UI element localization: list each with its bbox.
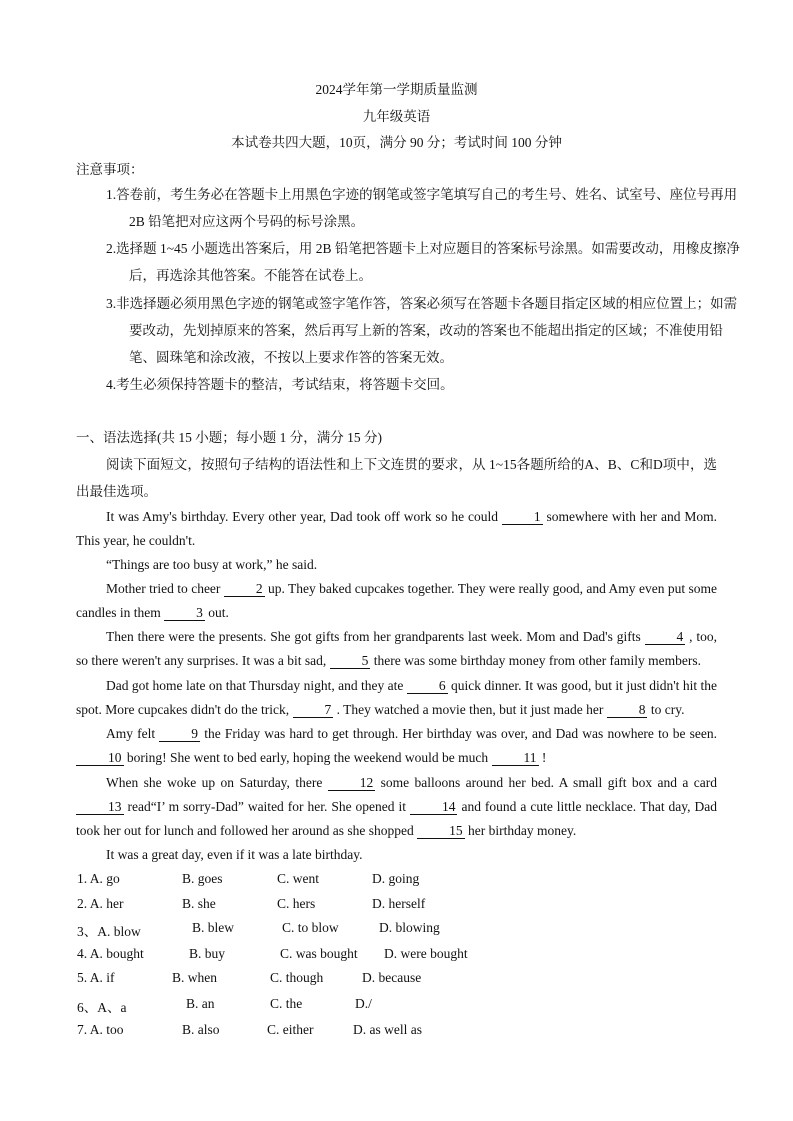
exam-info: 本试卷共四大题，10页，满分 90 分；考试时间 100 分钟 bbox=[231, 135, 562, 150]
passage-paragraph-4: Then there were the presents. She got gifts from her grandparents last week. Mom and Dad's gifts 4 , too, so there weren't any surprises. It was a bit sad, 5 there was some birthday money from other family members. bbox=[76, 629, 717, 668]
notes-heading: 注意事项： bbox=[76, 162, 144, 177]
option-b[interactable]: B. she bbox=[182, 896, 216, 911]
option-d[interactable]: D. as well as bbox=[353, 1022, 422, 1037]
option-d[interactable]: D. blowing bbox=[379, 920, 440, 935]
blank-13[interactable]: 13 bbox=[76, 799, 124, 815]
option-c[interactable]: C. went bbox=[277, 871, 319, 886]
section-instructions: 阅读下面短文，按照句子结构的语法性和上下文连贯的要求，从 1~15各题所给的A、B、C和D项中，选出最佳选项。 bbox=[76, 457, 717, 499]
option-d[interactable]: D. herself bbox=[372, 896, 426, 911]
blank-1[interactable]: 1 bbox=[502, 509, 543, 525]
option-a[interactable]: 5. A. if bbox=[77, 970, 115, 985]
passage-paragraph-5: Dad got home late on that Thursday night, and they ate 6 quick dinner. It was good, but it just didn't hit the spot. More cupcakes didn't do the trick, 7 . They watched a movie then, but it just made her 8 to cry. bbox=[76, 678, 717, 717]
blank-7[interactable]: 7 bbox=[293, 702, 334, 718]
blank-14[interactable]: 14 bbox=[410, 799, 458, 815]
note-item-4: 4.考生必须保持答题卡的整洁，考试结束，将答题卡交回。 bbox=[106, 377, 454, 392]
passage-paragraph-1: It was Amy's birthday. Every other year, Dad took off work so he could 1 somewhere with her and Mom. This year, he couldn't. bbox=[76, 509, 717, 548]
exam-title: 2024学年第一学期质量监测 bbox=[315, 82, 478, 97]
option-a[interactable]: 2. A. her bbox=[77, 896, 124, 911]
option-b[interactable]: B. when bbox=[172, 970, 217, 985]
note-item-2: 2.选择题 1~45 小题选出答案后，用 2B 铅笔把答题卡上对应题目的答案标号涂黑。如需要改动，用橡皮擦净后，再选涂其他答案。不能答在试卷上。 bbox=[106, 241, 740, 283]
option-d[interactable]: D. going bbox=[372, 871, 420, 886]
passage-paragraph-8: It was a great day, even if it was a late birthday. bbox=[106, 847, 363, 862]
option-b[interactable]: B. also bbox=[182, 1022, 220, 1037]
option-c[interactable]: C. the bbox=[270, 996, 303, 1011]
blank-11[interactable]: 11 bbox=[492, 750, 539, 766]
note-item-3: 3.非选择题必须用黑色字迹的钢笔或签字笔作答，答案必须写在答题卡各题目指定区域的相应位置上；如需要改动，先划掉原来的答案，然后再写上新的答案，改动的答案也不能超出指定的区域；不准使用铅笔、圆珠笔和涂改液，不按以上要求作答的答案无效。 bbox=[106, 296, 738, 365]
blank-12[interactable]: 12 bbox=[328, 775, 376, 791]
option-c[interactable]: C. was bought bbox=[280, 946, 358, 961]
blank-3[interactable]: 3 bbox=[164, 605, 205, 621]
passage-paragraph-3: Mother tried to cheer 2 up. They baked cupcakes together. They were really good, and Amy even put some candles in them 3 out. bbox=[76, 581, 717, 620]
blank-9[interactable]: 9 bbox=[159, 726, 200, 742]
option-b[interactable]: B. blew bbox=[192, 920, 234, 935]
option-d[interactable]: D. were bought bbox=[384, 946, 468, 961]
section-heading: 一、语法选择(共 15 小题；每小题 1 分，满分 15 分) bbox=[76, 430, 382, 445]
option-c[interactable]: C. hers bbox=[277, 896, 316, 911]
passage-paragraph-7: When she woke up on Saturday, there 12 some balloons around her bed. A small gift box and a card 13 read“I’ m sorry-Dad” waited for her. She opened it 14 and found a cute little necklace. That day, Dad took her out for lunch and followed her around as she shopped 15 her birthday money. bbox=[76, 775, 717, 838]
blank-4[interactable]: 4 bbox=[645, 629, 686, 645]
blank-5[interactable]: 5 bbox=[330, 653, 371, 669]
option-d[interactable]: D./ bbox=[355, 996, 372, 1011]
blank-2[interactable]: 2 bbox=[224, 581, 265, 597]
option-b[interactable]: B. an bbox=[186, 996, 215, 1011]
option-a[interactable]: 6、A、a bbox=[77, 1000, 127, 1015]
option-a[interactable]: 4. A. bought bbox=[77, 946, 144, 961]
option-c[interactable]: C. though bbox=[270, 970, 324, 985]
option-a[interactable]: 3、A. blow bbox=[77, 924, 141, 939]
blank-15[interactable]: 15 bbox=[417, 823, 465, 839]
note-item-1: 1.答卷前，考生务必在答题卡上用黑色字迹的钢笔或签字笔填写自己的考生号、姓名、试室号、座位号再用 2B 铅笔把对应这两个号码的标号涂黑。 bbox=[106, 187, 738, 229]
option-b[interactable]: B. goes bbox=[182, 871, 223, 886]
option-a[interactable]: 7. A. too bbox=[77, 1022, 124, 1037]
blank-6[interactable]: 6 bbox=[407, 678, 448, 694]
option-c[interactable]: C. to blow bbox=[282, 920, 339, 935]
option-c[interactable]: C. either bbox=[267, 1022, 314, 1037]
passage-paragraph-2: “Things are too busy at work,” he said. bbox=[106, 557, 318, 572]
option-a[interactable]: 1. A. go bbox=[77, 871, 120, 886]
passage-paragraph-6: Amy felt 9 the Friday was hard to get through. Her birthday was over, and Dad was nowhere to be seen. 10 boring! She went to bed early, hoping the weekend would be much 11 ! bbox=[76, 722, 717, 770]
option-d[interactable]: D. because bbox=[362, 970, 422, 985]
exam-subject: 九年级英语 bbox=[362, 109, 431, 124]
blank-10[interactable]: 10 bbox=[76, 750, 124, 766]
blank-8[interactable]: 8 bbox=[607, 702, 648, 718]
option-b[interactable]: B. buy bbox=[189, 946, 226, 961]
